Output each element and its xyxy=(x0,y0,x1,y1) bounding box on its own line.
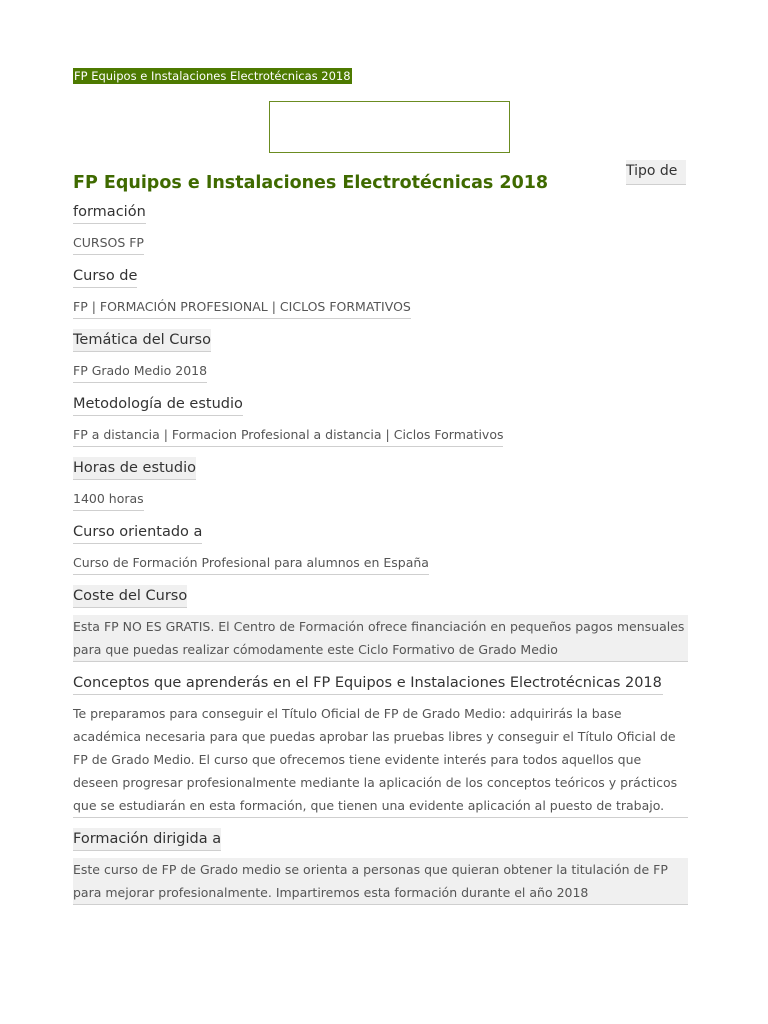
course-title-link[interactable]: FP Equipos e Instalaciones Electrotécnicas 2018 xyxy=(74,69,351,83)
field-label-tipo-de: Tipo de xyxy=(626,160,686,185)
field-label-tematica: Temática del Curso xyxy=(73,329,211,352)
field-label-formacion: formación xyxy=(73,201,146,224)
field-value-metodologia: FP a distancia | Formacion Profesional a distancia | Ciclos Formativos xyxy=(73,423,503,447)
field-label-conceptos: Conceptos que aprenderás en el FP Equipos e Instalaciones Electrotécnicas 2018 xyxy=(73,672,663,695)
field-value-conceptos: Te preparamos para conseguir el Título Oficial de FP de Grado Medio: adquirirás la base académica necesaria para que puedas aprobar las pruebas libres y conseguir el Título Oficial de FP de Grado Medio. El curso que ofrecemos tiene evidente interés para todos aquellos que deseen progresar profesionalmente mediante la aplicación de los conceptos teóricos y prácticos que se estudiarán en esta formación, que tienen una evidente aplicación al puesto de trabajo. xyxy=(73,702,688,818)
field-label-coste: Coste del Curso xyxy=(73,585,187,608)
field-value-tematica: FP Grado Medio 2018 xyxy=(73,359,207,383)
course-details xyxy=(73,201,691,915)
field-value-tipo-formacion: CURSOS FP xyxy=(73,231,144,255)
field-value-coste: Esta FP NO ES GRATIS. El Centro de Formación ofrece financiación en pequeños pagos mensuales para que puedas realizar cómodamente este Ciclo Formativo de Grado Medio xyxy=(73,615,688,662)
field-label-metodologia: Metodología de estudio xyxy=(73,393,243,416)
page-title: FP Equipos e Instalaciones Electrotécnicas 2018 xyxy=(73,173,549,193)
field-label-dirigida: Formación dirigida a xyxy=(73,828,221,851)
field-value-horas: 1400 horas xyxy=(73,487,144,511)
field-value-orientado: Curso de Formación Profesional para alumnos en España xyxy=(73,551,429,575)
field-value-dirigida: Este curso de FP de Grado medio se orienta a personas que quieran obtener la titulación de FP para mejorar profesionalmente. Impartiremos esta formación durante el año 2018 xyxy=(73,858,688,905)
field-label-orientado: Curso orientado a xyxy=(73,521,202,544)
field-value-curso-de: FP | FORMACIÓN PROFESIONAL | CICLOS FORMATIVOS xyxy=(73,295,411,319)
field-label-curso-de: Curso de xyxy=(73,265,137,288)
ad-placeholder-box xyxy=(269,101,510,153)
field-label-horas: Horas de estudio xyxy=(73,457,196,480)
